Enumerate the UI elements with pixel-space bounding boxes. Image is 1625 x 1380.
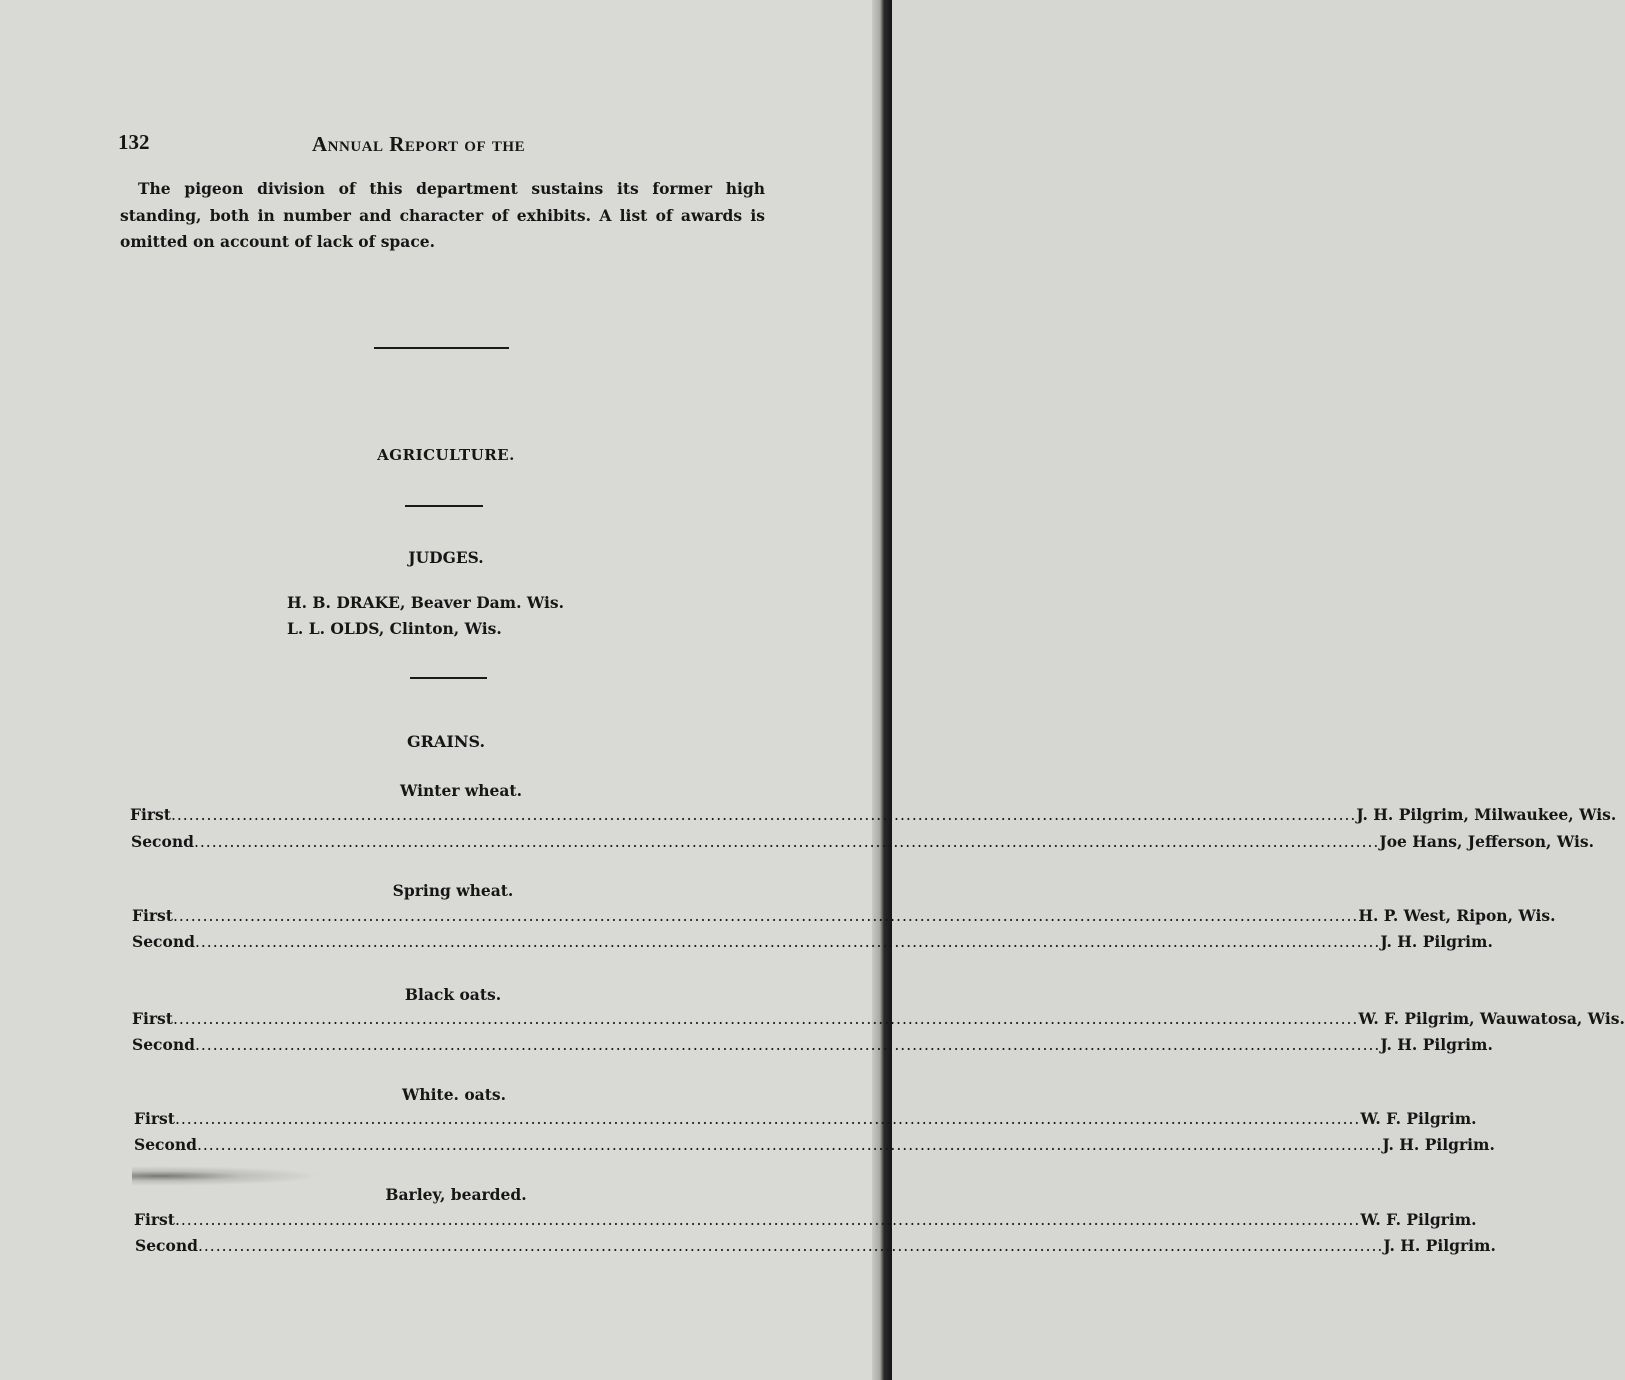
judge-entry: H. B. DRAKE, Beaver Dam. Wis. bbox=[287, 593, 565, 612]
award-row bbox=[132, 906, 1556, 925]
section-divider bbox=[410, 677, 487, 679]
dot-leader: ........................................................................................................................................................................................................ bbox=[174, 1110, 1361, 1128]
print-smudge bbox=[132, 1166, 322, 1186]
award-place: First bbox=[130, 805, 171, 824]
category-title: Winter wheat. bbox=[400, 781, 522, 800]
award-row bbox=[130, 805, 1617, 824]
page-number: 132 bbox=[118, 130, 150, 154]
award-row bbox=[131, 832, 1594, 851]
intro-paragraph: The pigeon division of this department sustains its former high standing, both in number and character of exhibits. A list of awards is omitted on account of lack of space. bbox=[120, 179, 765, 251]
award-winner: W. F. Pilgrim. bbox=[1360, 1109, 1477, 1128]
award-place: Second bbox=[132, 1035, 195, 1054]
award-row bbox=[134, 1135, 1495, 1154]
dot-leader: ........................................................................................................................................................................................................ bbox=[196, 1136, 1383, 1154]
dot-leader: ........................................................................................................................................................................................................ bbox=[193, 833, 1380, 851]
dot-leader: ........................................................................................................................................................................................................ bbox=[172, 907, 1359, 925]
award-place: First bbox=[132, 906, 173, 925]
dot-leader: ........................................................................................................................................................................................................ bbox=[194, 1036, 1381, 1054]
award-place: Second bbox=[132, 932, 195, 951]
dot-leader: ........................................................................................................................................................................................................ bbox=[197, 1237, 1384, 1255]
award-row bbox=[135, 1236, 1496, 1255]
category-title: Black oats. bbox=[404, 985, 502, 1004]
agriculture-heading: AGRICULTURE. bbox=[377, 446, 515, 464]
judge-entry: L. L. OLDS, Clinton, Wis. bbox=[287, 619, 502, 638]
category-title: Barley, bearded. bbox=[385, 1185, 527, 1204]
running-head: Annual Report of the bbox=[312, 132, 526, 156]
award-winner: H. P. West, Ripon, Wis. bbox=[1358, 906, 1556, 925]
category-title: White. oats. bbox=[401, 1085, 507, 1104]
award-place: First bbox=[134, 1210, 175, 1229]
dot-leader: ........................................................................................................................................................................................................ bbox=[170, 806, 1357, 824]
dot-leader: ........................................................................................................................................................................................................ bbox=[174, 1211, 1361, 1229]
page-edge bbox=[872, 0, 892, 1380]
award-row bbox=[132, 1035, 1493, 1054]
dot-leader: ........................................................................................................................................................................................................ bbox=[194, 933, 1381, 951]
dot-leader: ........................................................................................................................................................................................................ bbox=[172, 1010, 1359, 1028]
award-row bbox=[134, 1210, 1477, 1229]
award-winner: W. F. Pilgrim, Wauwatosa, Wis. bbox=[1358, 1009, 1625, 1028]
award-place: Second bbox=[131, 832, 194, 851]
award-row bbox=[132, 1009, 1625, 1028]
award-winner: J. H. Pilgrim. bbox=[1383, 1236, 1496, 1255]
judges-heading: JUDGES. bbox=[408, 548, 484, 567]
award-place: First bbox=[134, 1109, 175, 1128]
award-place: Second bbox=[134, 1135, 197, 1154]
grains-heading: GRAINS. bbox=[406, 732, 486, 751]
award-place: First bbox=[132, 1009, 173, 1028]
award-row bbox=[132, 932, 1493, 951]
award-winner: J. H. Pilgrim. bbox=[1380, 1035, 1493, 1054]
award-winner: J. H. Pilgrim. bbox=[1382, 1135, 1495, 1154]
section-divider bbox=[405, 505, 483, 507]
award-winner: Joe Hans, Jefferson, Wis. bbox=[1379, 832, 1594, 851]
award-winner: W. F. Pilgrim. bbox=[1360, 1210, 1477, 1229]
award-row bbox=[134, 1109, 1477, 1128]
category-title: Spring wheat. bbox=[392, 881, 514, 900]
award-winner: J. H. Pilgrim, Milwaukee, Wis. bbox=[1356, 805, 1617, 824]
section-divider bbox=[374, 347, 509, 349]
award-place: Second bbox=[135, 1236, 198, 1255]
award-winner: J. H. Pilgrim. bbox=[1380, 932, 1493, 951]
